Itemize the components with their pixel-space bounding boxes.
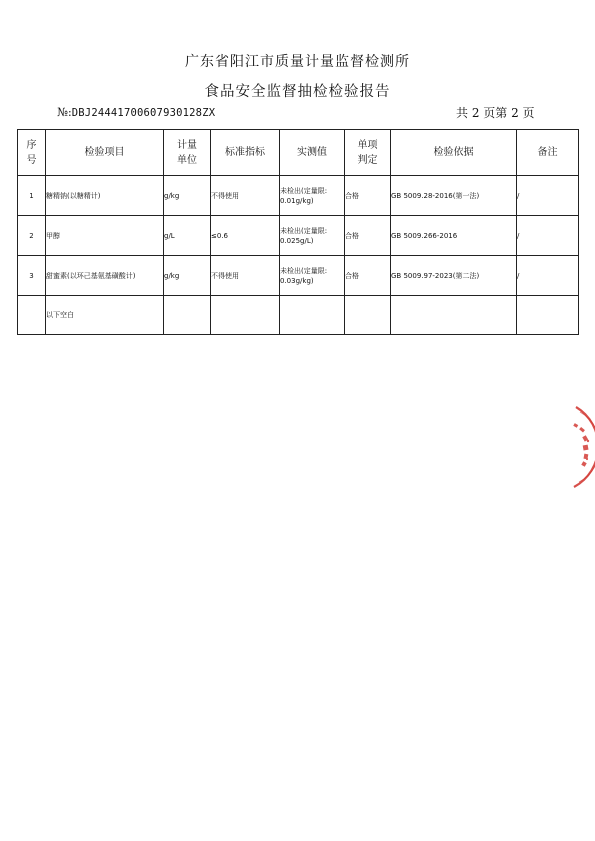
row-remark: / — [517, 216, 579, 256]
row-seq: 2 — [18, 216, 46, 256]
row-judgement: 合格 — [345, 176, 391, 216]
row-standard: 不得使用 — [211, 176, 280, 216]
header-unit: 计量 单位 — [164, 130, 211, 176]
row-unit: g/kg — [164, 256, 211, 296]
row-standard: ≤0.6 — [211, 216, 280, 256]
row-basis: GB 5009.97-2023(第二法) — [391, 256, 517, 296]
row-basis: GB 5009.266-2016 — [391, 216, 517, 256]
row-unit: g/L — [164, 216, 211, 256]
blank-cell — [517, 296, 579, 335]
row-measured: 未检出(定量限: 0.01g/kg) — [280, 176, 345, 216]
header-seq: 序 号 — [18, 130, 46, 176]
row-judgement: 合格 — [345, 216, 391, 256]
table-header-row — [18, 130, 579, 176]
table-row-blank — [18, 296, 579, 335]
row-seq: 3 — [18, 256, 46, 296]
row-measured: 未检出(定量限: 0.03g/kg) — [280, 256, 345, 296]
organization-name: 广东省阳江市质量计量监督检测所 — [185, 54, 410, 70]
row-remark: / — [517, 176, 579, 216]
table-row — [18, 216, 579, 256]
page-indicator: 共 2 页第 2 页 — [456, 106, 535, 120]
blank-cell — [280, 296, 345, 335]
header-judgement: 单项 判定 — [345, 130, 391, 176]
row-remark: / — [517, 256, 579, 296]
header-item: 检验项目 — [46, 130, 164, 176]
seal-lettering — [573, 423, 589, 467]
row-unit: g/kg — [164, 176, 211, 216]
row-measured: 未检出(定量限: 0.025g/L) — [280, 216, 345, 256]
blank-cell — [211, 296, 280, 335]
blank-cell — [391, 296, 517, 335]
official-seal-stamp — [556, 404, 595, 492]
row-item: 甲醇 — [46, 216, 164, 256]
blank-row-note: 以下空白 — [46, 296, 164, 335]
report-title: 食品安全监督抽检检验报告 — [204, 84, 391, 100]
header-remark: 备注 — [517, 130, 579, 176]
row-seq: 1 — [18, 176, 46, 216]
report-number — [57, 105, 215, 119]
header-basis: 检验依据 — [391, 130, 517, 176]
blank-cell — [164, 296, 211, 335]
table-row — [18, 256, 579, 296]
row-judgement: 合格 — [345, 256, 391, 296]
row-item: 糖精钠(以糖精计) — [46, 176, 164, 216]
row-standard: 不得使用 — [211, 256, 280, 296]
header-standard: 标准指标 — [211, 130, 280, 176]
inspection-results-table — [17, 129, 579, 335]
report-number-label: №: — [57, 105, 72, 119]
blank-cell — [345, 296, 391, 335]
blank-cell — [18, 296, 46, 335]
row-basis: GB 5009.28-2016(第一法) — [391, 176, 517, 216]
header-measured: 实测值 — [280, 130, 345, 176]
report-number-value: DBJ24441700607930128ZX — [71, 107, 216, 119]
table-row — [18, 176, 579, 216]
row-item: 甜蜜素(以环己基氨基磺酸计) — [46, 256, 164, 296]
